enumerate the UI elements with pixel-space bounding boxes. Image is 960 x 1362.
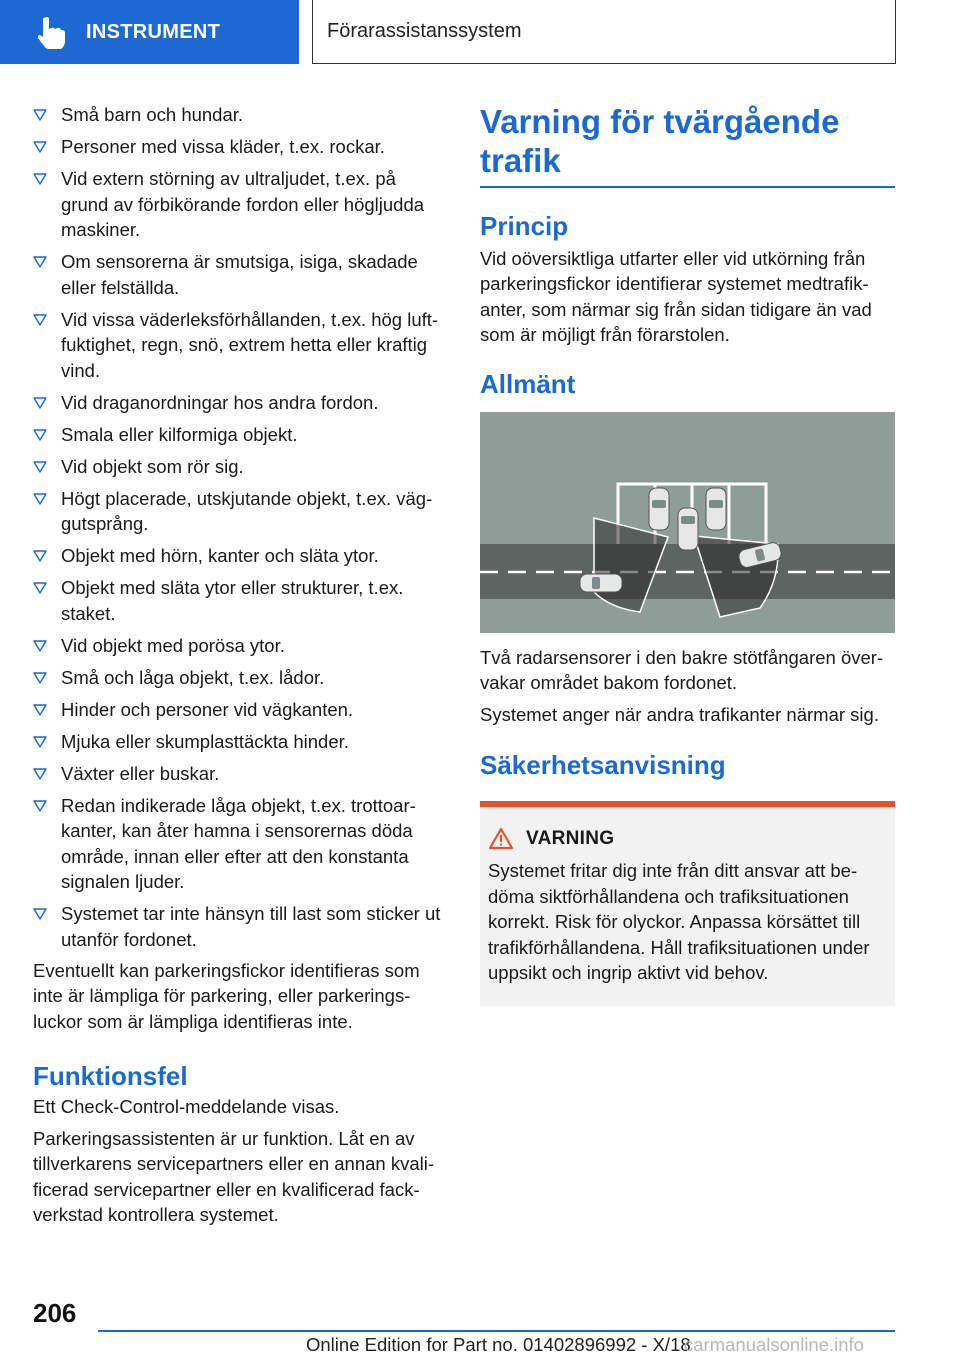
list-item-text: Objekt med släta ytor eller strukturer, t.ex. staket. (61, 577, 404, 624)
funktionsfel-heading: Funktionsfel (33, 1061, 188, 1091)
list-item-text: Smala eller kilformiga objekt. (61, 423, 298, 445)
list-item (33, 761, 445, 787)
footer-rule (98, 1330, 895, 1332)
list-item (33, 102, 445, 128)
list-item-text: Objekt med hörn, kanter och släta ytor. (61, 545, 379, 566)
triangle-bullet-icon (33, 672, 47, 684)
list-item (33, 697, 445, 723)
chapter-tab (312, 0, 896, 64)
triangle-bullet-icon (33, 141, 47, 153)
limitations-list (33, 102, 445, 952)
list-item (33, 633, 445, 659)
triangle-bullet-icon (33, 461, 47, 473)
list-item (33, 665, 445, 691)
section-tab (0, 0, 299, 64)
triangle-bullet-icon (33, 397, 47, 409)
list-item-text: Vid extern störning av ultraljudet, t.ex. på grund av förbikörande fordon eller högljudda maskiner. (61, 168, 425, 240)
list-item (33, 729, 445, 755)
after-list-paragraph: Eventuellt kan parkeringsfickor identifieras som inte är lämpliga för parkering, eller parkeringsluckor som är lämpliga identifieras inte. (33, 959, 420, 1032)
triangle-bullet-icon (33, 173, 47, 185)
page-header (0, 0, 960, 66)
list-item (33, 390, 445, 416)
heading-rule (480, 186, 895, 188)
list-item (33, 454, 445, 480)
triangle-bullet-icon (33, 736, 47, 748)
edition-text: Online Edition for Part no. 01402896992 - X/18 (306, 1334, 691, 1355)
list-item-text: Redan indikerade låga objekt, t.ex. trottoarkanter, kan åter hamna i sensorernas döda område, innan eller efter att den konstanta signalen ljuder. (61, 794, 416, 892)
triangle-bullet-icon (33, 582, 47, 594)
triangle-bullet-icon (33, 640, 47, 652)
triangle-bullet-icon (33, 800, 47, 812)
list-item-text: Systemet tar inte hänsyn till last som sticker ut utanför fordonet. (61, 903, 441, 950)
warning-text: Systemet fritar dig inte från ditt ansvar att bedöma siktförhållandena och trafiksituationen korrekt. Risk för olyckor. Anpassa körsättet till trafikförhållandena. Håll trafiksituationen under uppsikt och ingrip aktivt vid behov. (488, 860, 870, 983)
list-item-text: Växter eller buskar. (61, 762, 220, 784)
funktionsfel-paragraph-2: Parkeringsassistenten är ur funktion. Låt en av tillverkarens servicepartners eller en annan kvalificerad servicepartner eller en kvalificerad fackverkstad kontrollera systemet. (33, 1127, 435, 1225)
section-tab-label: INSTRUMENT (86, 20, 221, 43)
funktionsfel-paragraph-1: Ett Check-Control-meddelande visas. (33, 1096, 340, 1117)
list-item-text: Små barn och hundar. (61, 104, 244, 125)
allmant-paragraph-1: Två radarsensorer i den bakre stötfångaren övervakar området bakom fordonet. (480, 646, 884, 693)
triangle-bullet-icon (33, 493, 47, 505)
list-item-text: Vid objekt med porösa ytor. (61, 634, 285, 656)
list-item-text: Vid objekt som rör sig. (61, 455, 244, 477)
list-item (33, 793, 445, 895)
list-item-text: Vid vissa väderleksförhållanden, t.ex. hög luftfuktighet, regn, snö, extrem hetta eller kraftig vind. (61, 308, 439, 381)
sakerhet-heading: Säkerhetsanvisning (480, 750, 726, 780)
list-item (33, 901, 445, 952)
princip-heading: Princip (480, 210, 569, 241)
list-item (33, 307, 445, 384)
right-column (480, 102, 895, 1006)
list-item (33, 575, 445, 626)
triangle-bullet-icon (33, 704, 47, 716)
cross-traffic-illustration (480, 412, 895, 633)
main-heading: Varning för tvärgående trafik (480, 103, 840, 179)
list-item-text: Högt placerade, utskjutande objekt, t.ex. väggutsprång. (61, 487, 433, 534)
warning-header (488, 827, 881, 850)
allmant-heading: Allmänt (480, 368, 576, 399)
princip-paragraph: Vid oöversiktliga utfarter eller vid utkörning från parkeringsfickor identifierar systemet medtrafikanter, som närmar sig från sidan tidigare än vad som är möjligt från förarstolen. (480, 247, 872, 345)
list-item (33, 134, 445, 160)
chapter-title: Förarassistanssystem (327, 20, 522, 42)
list-item-text: Om sensorerna är smutsiga, isiga, skadade eller felställda. (61, 251, 418, 298)
page-number: 206 (33, 1298, 77, 1328)
triangle-bullet-icon (33, 908, 47, 920)
list-item (33, 543, 445, 569)
list-item (33, 422, 445, 448)
warning-triangle-icon (488, 827, 514, 850)
watermark: carmanualsonline.info (684, 1334, 864, 1355)
warning-box (480, 801, 895, 1006)
list-item-text: Vid draganordningar hos andra fordon. (61, 391, 379, 413)
triangle-bullet-icon (33, 429, 47, 441)
triangle-bullet-icon (33, 256, 47, 268)
hand-pointer-icon (30, 12, 70, 52)
left-column (33, 102, 445, 1234)
list-item-text: Små och låga objekt, t.ex. lådor. (61, 666, 325, 688)
list-item (33, 486, 445, 537)
triangle-bullet-icon (33, 109, 47, 121)
allmant-paragraph-2: Systemet anger när andra trafikanter närmar sig. (480, 703, 879, 725)
list-item (33, 166, 445, 243)
warning-label: VARNING (526, 827, 615, 849)
list-item (33, 249, 445, 300)
list-item-text: Personer med vissa kläder, t.ex. rockar. (61, 136, 385, 157)
triangle-bullet-icon (33, 550, 47, 562)
list-item-text: Mjuka eller skumplasttäckta hinder. (61, 730, 349, 752)
triangle-bullet-icon (33, 768, 47, 780)
triangle-bullet-icon (33, 314, 47, 326)
list-item-text: Hinder och personer vid vägkanten. (61, 698, 354, 720)
